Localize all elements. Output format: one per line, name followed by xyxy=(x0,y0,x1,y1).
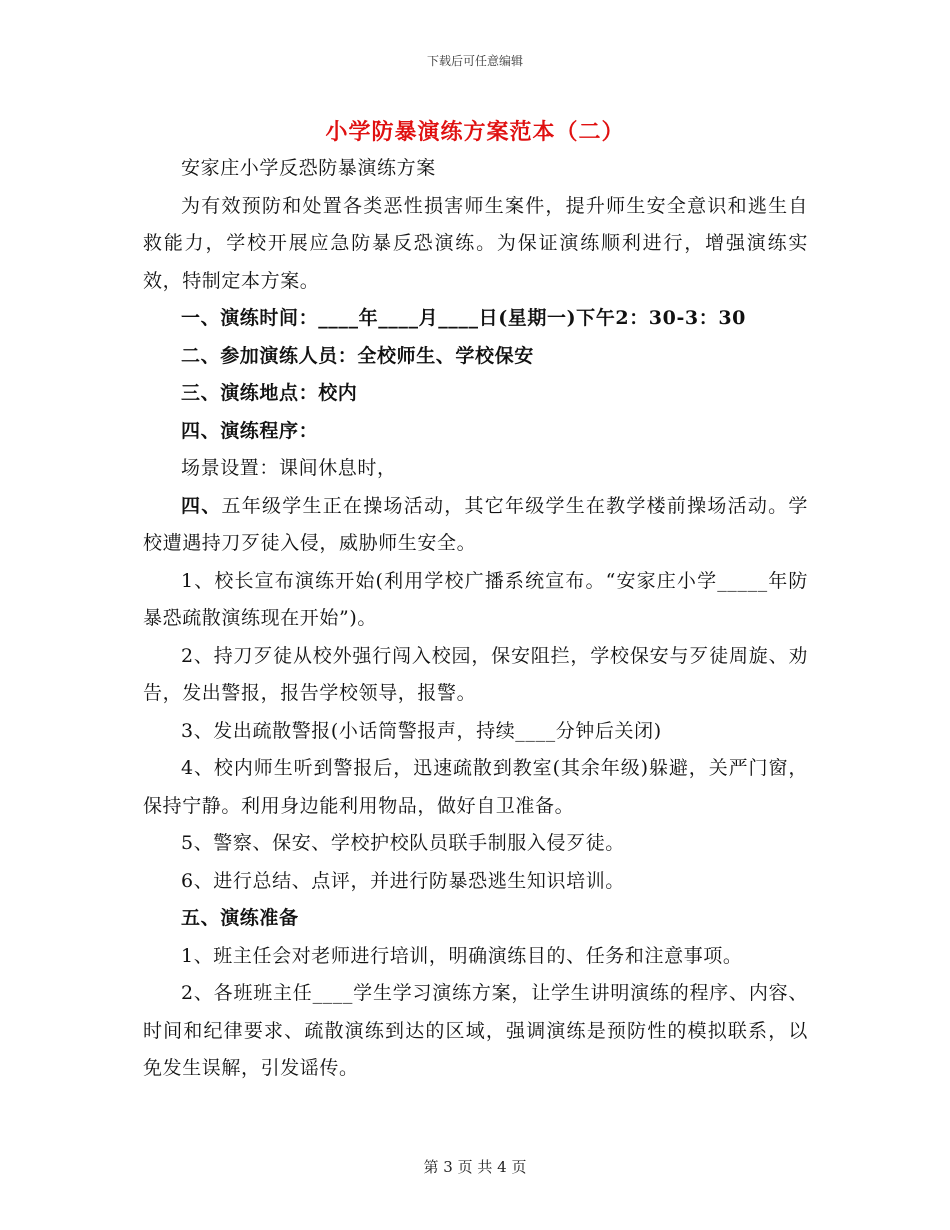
scenario-paragraph xyxy=(143,488,808,563)
procedure-step-5: 5、警察、保安、学校护校队员联手制服入侵歹徒。 xyxy=(181,832,625,854)
scene-setting-paragraph: 场景设置：课间休息时， xyxy=(181,457,397,479)
section-participants: 二、参加演练人员：全校师生、学校保安 xyxy=(181,344,534,367)
section-preparation: 五、演练准备 xyxy=(181,907,299,929)
document-title: 小学防暴演练方案范本（二） xyxy=(325,119,625,145)
preparation-step-2: 2、各班班主任____学生学习演练方案，让学生讲明演练的程序、内容、时间和纪律要求、疏散演练到达的区域，强调演练是预防性的模拟联系，以免发生误解，引发谣传。 xyxy=(143,982,808,1079)
page-number: 第 3 页 共 4 页 xyxy=(423,1158,527,1176)
procedure-step-3: 3、发出疏散警报(小话筒警报声，持续____分钟后关闭) xyxy=(181,719,662,742)
subtitle-paragraph: 安家庄小学反恐防暴演练方案 xyxy=(181,157,436,179)
procedure-step-2: 2、持刀歹徒从校外强行闯入校园，保安阻拦，学校保安与歹徒周旋、劝告，发出警报，报告学校领导，报警。 xyxy=(143,644,808,704)
intro-paragraph: 为有效预防和处置各类恶性损害师生案件，提升师生安全意识和逃生自救能力，学校开展应急防暴反恐演练。为保证演练顺利进行，增强演练实效，特制定本方案。 xyxy=(143,194,808,292)
section-location: 三、演练地点：校内 xyxy=(181,382,358,404)
preparation-step-1: 1、班主任会对老师进行培训，明确演练目的、任务和注意事项。 xyxy=(181,944,743,967)
document-body xyxy=(143,150,808,1088)
section-procedure: 四、演练程序： xyxy=(181,419,319,442)
procedure-step-6: 6、进行总结、点评，并进行防暴恐逃生知识培训。 xyxy=(181,869,625,892)
procedure-step-4: 4、校内师生听到警报后，迅速疏散到教室(其余年级)躲避，关严门窗，保持宁静。利用身边能利用物品，做好自卫准备。 xyxy=(143,757,808,817)
section-drill-time: 一、演练时间：____年____月____日(星期一)下午2：30-3：30 xyxy=(181,307,746,329)
header-note: 下载后可任意编辑 xyxy=(426,54,523,68)
scenario-prefix: 四、 xyxy=(181,494,222,517)
scenario-text: 五年级学生正在操场活动，其它年级学生在教学楼前操场活动。学校遭遇持刀歹徒入侵，威胁师生安全。 xyxy=(143,494,808,554)
procedure-step-1: 1、校长宣布演练开始(利用学校广播系统宣布。“安家庄小学_____年防暴恐疏散演练现在开始”)。 xyxy=(143,569,808,629)
